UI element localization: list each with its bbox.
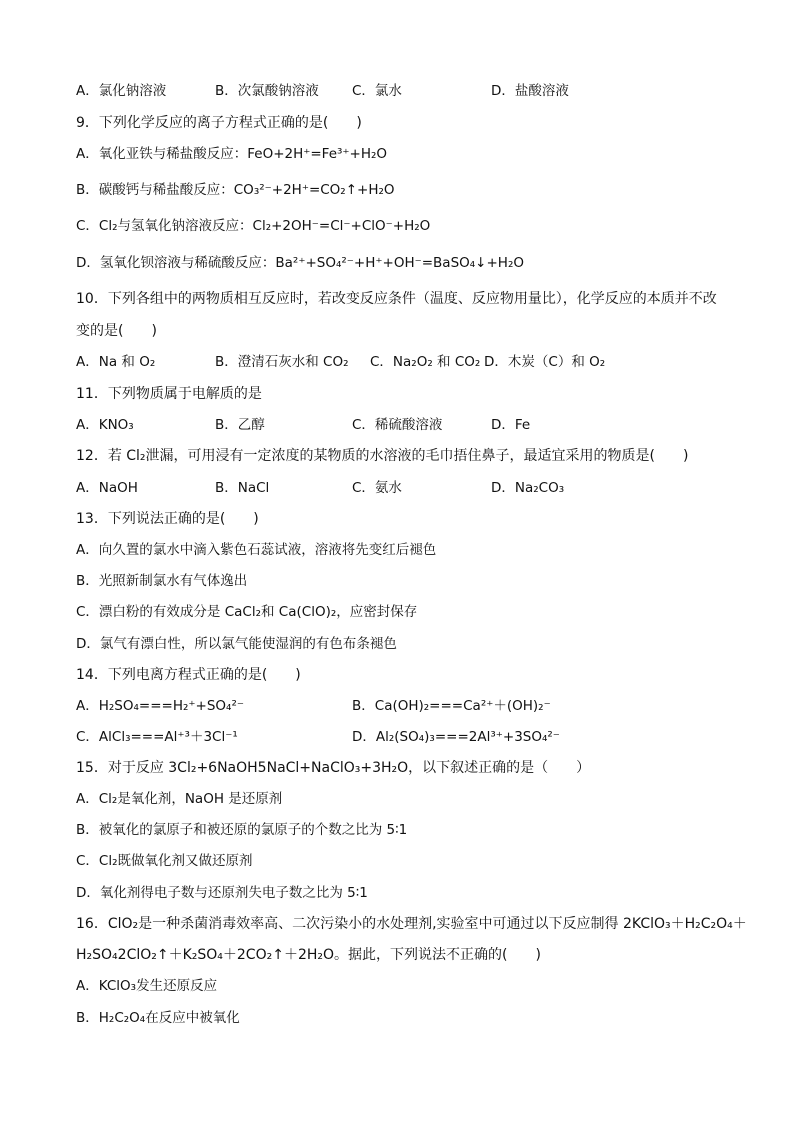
q12-stem: 12．若 Cl₂泄漏，可用浸有一定浓度的某物质的水溶液的毛巾捂住鼻子，最适宜采用的物质是( ) bbox=[76, 448, 689, 464]
q11-option-d[interactable]: D．Fe bbox=[491, 417, 531, 433]
q10-option-c[interactable]: C．Na₂O₂ 和 CO₂ bbox=[370, 354, 481, 370]
q8-option-c[interactable]: C．氯水 bbox=[352, 83, 402, 99]
q15-option-a[interactable]: A．Cl₂是氧化剂，NaOH 是还原剂 bbox=[76, 791, 283, 807]
q9-stem: 9．下列化学反应的离子方程式正确的是( ) bbox=[76, 115, 362, 131]
q16-option-b[interactable]: B．H₂C₂O₄在反应中被氧化 bbox=[76, 1010, 240, 1026]
q16-option-a[interactable]: A．KClO₃发生还原反应 bbox=[76, 978, 218, 994]
q10-option-d[interactable]: D．木炭（C）和 O₂ bbox=[484, 354, 606, 370]
q12-option-d[interactable]: D．Na₂CO₃ bbox=[491, 480, 565, 496]
q12-options-row bbox=[76, 477, 734, 499]
q13-option-c[interactable]: C．漂白粉的有效成分是 CaCl₂和 Ca(ClO)₂，应密封保存 bbox=[76, 604, 418, 620]
q14-stem: 14．下列电离方程式正确的是( ) bbox=[76, 667, 301, 683]
q11-option-c[interactable]: C．稀硫酸溶液 bbox=[352, 417, 443, 433]
q15-option-d[interactable]: D．氧化剂得电子数与还原剂失电子数之比为 5∶1 bbox=[76, 885, 368, 901]
q12-option-a[interactable]: A．NaOH bbox=[76, 480, 138, 496]
q15-option-c[interactable]: C．Cl₂既做氧化剂又做还原剂 bbox=[76, 853, 253, 869]
q8-options-row bbox=[76, 80, 734, 102]
q10-options-row bbox=[76, 351, 734, 373]
q11-stem: 11．下列物质属于电解质的是 bbox=[76, 386, 262, 402]
q9-option-c[interactable]: C．Cl₂与氢氧化钠溶液反应：Cl₂+2OH⁻=Cl⁻+ClO⁻+H₂O bbox=[76, 218, 431, 234]
q11-options-row bbox=[76, 414, 734, 436]
q11-option-b[interactable]: B．乙醇 bbox=[215, 417, 265, 433]
q14-option-c[interactable]: C．AlCl₃===Al⁺³＋3Cl⁻¹ bbox=[76, 729, 238, 745]
q8-option-d[interactable]: D．盐酸溶液 bbox=[491, 83, 569, 99]
q9-option-b[interactable]: B．碳酸钙与稀盐酸反应：CO₃²⁻+2H⁺=CO₂↑+H₂O bbox=[76, 182, 395, 198]
q14-option-a[interactable]: A．H₂SO₄===H₂⁺+SO₄²⁻ bbox=[76, 698, 244, 714]
q9-option-d[interactable]: D．氢氧化钡溶液与稀硫酸反应：Ba²⁺+SO₄²⁻+H⁺+OH⁻=BaSO₄↓+H₂O bbox=[76, 255, 524, 271]
q16-stem-line2: H₂SO₄2ClO₂↑＋K₂SO₄＋2CO₂↑＋2H₂O。据此，下列说法不正确的( ) bbox=[76, 947, 541, 963]
q10-option-b[interactable]: B．澄清石灰水和 CO₂ bbox=[215, 354, 349, 370]
q13-option-b[interactable]: B．光照新制氯水有气体逸出 bbox=[76, 573, 248, 589]
q8-option-a[interactable]: A．氯化钠溶液 bbox=[76, 83, 167, 99]
q10-stem-line2: 变的是( ) bbox=[76, 323, 157, 339]
q13-stem: 13．下列说法正确的是( ) bbox=[76, 511, 259, 527]
q15-option-b[interactable]: B．被氧化的氯原子和被还原的氯原子的个数之比为 5∶1 bbox=[76, 822, 408, 838]
q13-option-a[interactable]: A．向久置的氯水中滴入紫色石蕊试液，溶液将先变红后褪色 bbox=[76, 542, 437, 558]
q14-options-row-1 bbox=[76, 695, 734, 717]
q11-option-a[interactable]: A．KNO₃ bbox=[76, 417, 134, 433]
q14-options-row-2 bbox=[76, 726, 734, 748]
q14-option-b[interactable]: B．Ca(OH)₂===Ca²⁺＋(OH)₂⁻ bbox=[352, 698, 551, 714]
q10-option-a[interactable]: A．Na 和 O₂ bbox=[76, 354, 156, 370]
q16-stem-line1: 16．ClO₂是一种杀菌消毒效率高、二次污染小的水处理剂,实验室中可通过以下反应制得 2KClO₃＋H₂C₂O₄＋ bbox=[76, 916, 747, 932]
q13-option-d[interactable]: D．氯气有漂白性，所以氯气能使湿润的有色布条褪色 bbox=[76, 636, 397, 652]
q8-option-b[interactable]: B．次氯酸钠溶液 bbox=[215, 83, 319, 99]
q12-option-b[interactable]: B．NaCl bbox=[215, 480, 270, 496]
q10-stem-line1: 10．下列各组中的两物质相互反应时，若改变反应条件（温度、反应物用量比），化学反应的本质并不改 bbox=[76, 291, 717, 307]
q9-option-a[interactable]: A．氧化亚铁与稀盐酸反应：FeO+2H⁺=Fe³⁺+H₂O bbox=[76, 146, 388, 162]
q14-option-d[interactable]: D．Al₂(SO₄)₃===2Al³⁺+3SO₄²⁻ bbox=[352, 729, 560, 745]
q15-stem: 15．对于反应 3Cl₂+6NaOH5NaCl+NaClO₃+3H₂O，以下叙述正确的是（ ） bbox=[76, 760, 591, 776]
q12-option-c[interactable]: C．氨水 bbox=[352, 480, 402, 496]
